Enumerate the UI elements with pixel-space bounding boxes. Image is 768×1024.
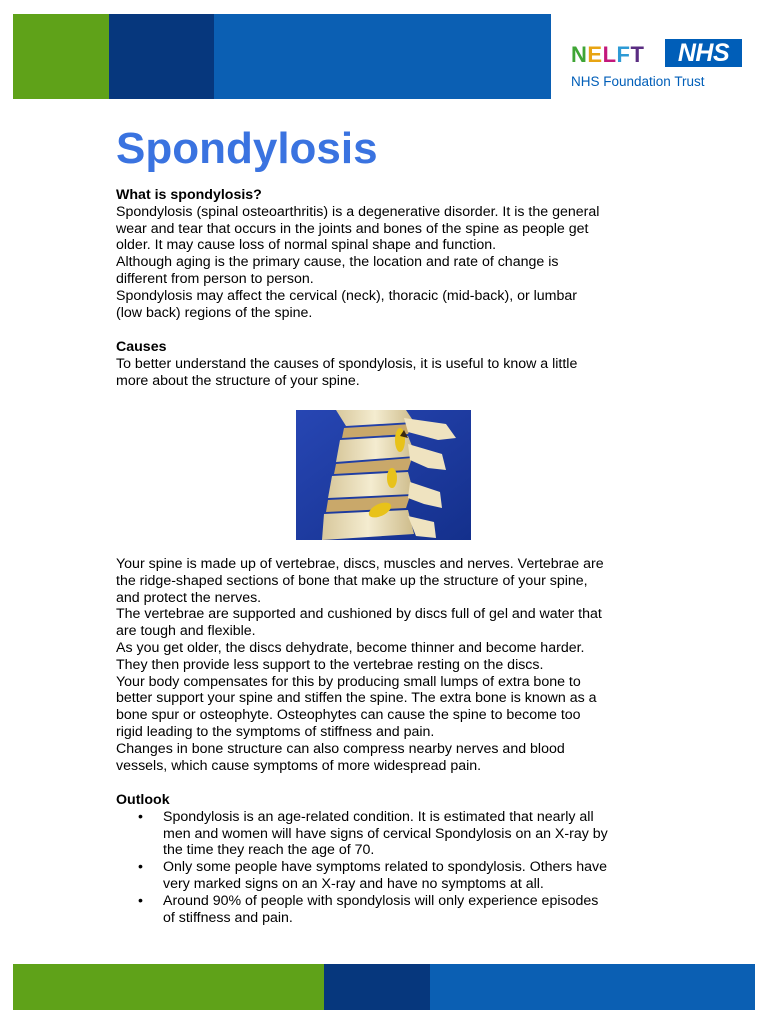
text-line: The vertebrae are supported and cushioned by discs full of gel and water that xyxy=(116,606,602,623)
text-line: Although aging is the primary cause, the location and rate of change is xyxy=(116,254,559,271)
page-title: Spondylosis xyxy=(116,124,378,173)
text-line: (low back) regions of the spine. xyxy=(116,304,313,321)
header-green-band xyxy=(13,14,109,99)
text-line: They then provide less support to the vertebrae resting on the discs. xyxy=(116,656,544,673)
footer-green-band xyxy=(13,964,324,1010)
trust-name: NHS Foundation Trust xyxy=(571,74,705,89)
section-outlook xyxy=(116,792,656,926)
text-line: vessels, which cause symptoms of more widespread pain. xyxy=(116,757,482,774)
text-line: of stiffness and pain. xyxy=(163,909,293,926)
header-navy-band xyxy=(109,14,214,99)
nelft-wordmark xyxy=(571,42,644,68)
section-spine-structure xyxy=(116,556,656,774)
logo-letter: E xyxy=(587,42,603,67)
outlook-list xyxy=(116,809,656,927)
text-line: • Only some people have symptoms related to spondylosis. Others have xyxy=(163,859,607,876)
text-line: Your body compensates for this by producing small lumps of extra bone to xyxy=(116,673,581,690)
text-line: different from person to person. xyxy=(116,270,314,287)
footer-navy-band xyxy=(324,964,430,1010)
text-line: more about the structure of your spine. xyxy=(116,372,360,389)
nelft-nhs-logo xyxy=(571,38,746,94)
logo-letter: L xyxy=(602,42,617,67)
text-line: rigid leading to the symptoms of stiffness and pain. xyxy=(116,723,435,740)
text-line: • Around 90% of people with spondylosis will only experience episodes xyxy=(163,892,599,909)
spine-illustration xyxy=(296,410,471,540)
text-line: Spondylosis (spinal osteoarthritis) is a degenerative disorder. It is the general xyxy=(116,203,600,220)
text-line: As you get older, the discs dehydrate, become thinner and become harder. xyxy=(116,639,585,656)
text-line: Spondylosis may affect the cervical (neck), thoracic (mid-back), or lumbar xyxy=(116,287,577,304)
nhs-logo-box: NHS xyxy=(665,39,742,67)
list-item xyxy=(163,893,656,927)
text-line: and protect the nerves. xyxy=(116,589,262,606)
text-line: Changes in bone structure can also compress nearby nerves and blood xyxy=(116,740,565,757)
text-line: better support your spine and stiffen the spine. The extra bone is known as a xyxy=(116,690,597,707)
text-line: are tough and flexible. xyxy=(116,623,256,640)
list-item xyxy=(163,809,656,859)
section-heading: Outlook xyxy=(116,792,170,808)
section-causes xyxy=(116,339,656,389)
logo-letter: N xyxy=(571,42,588,67)
text-line: very marked signs on an X-ray and have no symptoms at all. xyxy=(163,875,544,892)
text-line: • Spondylosis is an age-related condition. It is estimated that nearly all xyxy=(163,808,594,825)
footer-blue-band xyxy=(430,964,755,1010)
text-line: the ridge-shaped sections of bone that make up the structure of your spine, xyxy=(116,572,588,589)
text-line: the time they reach the age of 70. xyxy=(163,842,375,859)
section-heading: What is spondylosis? xyxy=(116,187,262,203)
text-line: older. It may cause loss of normal spinal shape and function. xyxy=(116,237,497,254)
section-what-is xyxy=(116,187,656,321)
list-item xyxy=(163,859,656,893)
text-line: Your spine is made up of vertebrae, discs, muscles and nerves. Vertebrae are xyxy=(116,556,604,572)
logo-letter: T xyxy=(630,42,645,67)
text-line: men and women will have signs of cervical Spondylosis on an X-ray by xyxy=(163,825,608,842)
spine-photo xyxy=(296,410,471,540)
header-blue-band xyxy=(214,14,551,99)
logo-letter: F xyxy=(616,42,631,67)
text-line: wear and tear that occurs in the joints and bones of the spine as people get xyxy=(116,220,589,237)
text-line: To better understand the causes of spondylosis, it is useful to know a little xyxy=(116,355,578,372)
text-line: bone spur or osteophyte. Osteophytes can cause the spine to become too xyxy=(116,707,581,724)
section-heading: Causes xyxy=(116,339,167,355)
